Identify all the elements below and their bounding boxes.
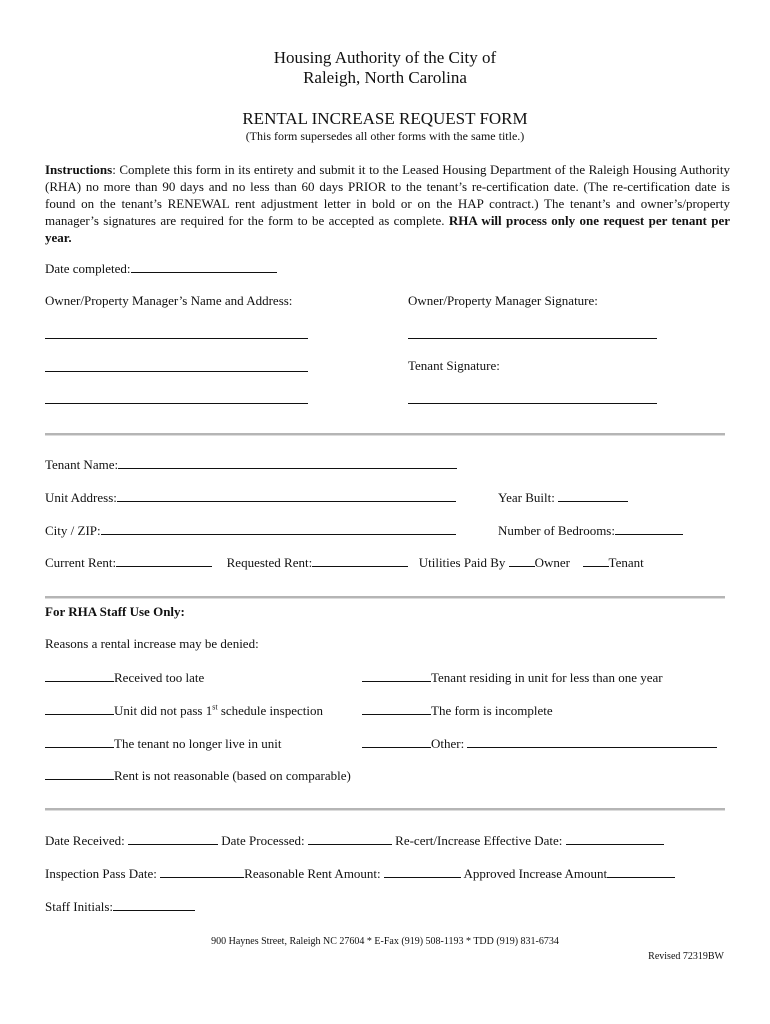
utilities-owner-blank[interactable] — [509, 554, 535, 567]
reason-less-than-year-blank[interactable] — [362, 669, 431, 682]
unit-address-label: Unit Address: — [45, 490, 117, 505]
form-title: RENTAL INCREASE REQUEST FORM — [242, 109, 528, 128]
utilities-tenant-blank[interactable] — [583, 554, 609, 567]
reason-failed-inspection-label: Unit did not pass 1st schedule inspection — [114, 702, 323, 718]
date-completed-blank[interactable] — [131, 260, 277, 273]
reasonable-rent-blank[interactable] — [384, 865, 461, 878]
date-received-blank[interactable] — [128, 832, 218, 845]
reason-received-late-blank[interactable] — [45, 669, 114, 682]
reason-not-reasonable-label: Rent is not reasonable (based on comparable) — [114, 768, 351, 783]
rent-row — [45, 554, 644, 571]
reason-no-longer-live-label: The tenant no longer live in unit — [114, 736, 282, 751]
current-rent-label: Current Rent: — [45, 555, 117, 570]
city-zip-blank[interactable] — [101, 522, 456, 535]
tenant-name-field[interactable] — [45, 456, 457, 473]
reasonable-rent-label: Reasonable Rent Amount: — [244, 866, 384, 881]
reason-form-incomplete-label: The form is incomplete — [431, 703, 553, 718]
staff-initials-label: Staff Initials: — [45, 899, 114, 914]
org-name-line2: Raleigh, North Carolina — [303, 68, 467, 87]
owner-address-line-1[interactable] — [45, 338, 308, 339]
owner-address-line-2[interactable] — [45, 371, 308, 372]
section-divider — [45, 808, 725, 811]
reason-not-reasonable-blank[interactable] — [45, 767, 114, 780]
staff-heading: For RHA Staff Use Only: — [45, 604, 185, 619]
reason-other-text-blank[interactable] — [467, 735, 717, 748]
bedrooms-label: Number of Bedrooms: — [498, 523, 615, 538]
approved-increase-label: Approved Increase Amount — [460, 866, 608, 881]
requested-rent-label: Requested Rent: — [226, 555, 313, 570]
date-completed-label: Date completed: — [45, 261, 131, 276]
instructions-text: : Complete this form in its entirety and submit it to the Leased Housing Department of the Raleigh Housing Authority (RHA) no more than 90 days and no less than 60 days PRIOR to the tenant’s re-certification date. (The re-certification date is found on the tenant’s RENEWAL rent adjustment letter in bold or on the HAP contract.) The tenant’s and owner’s/property manager’s signatures are required for the form to be accepted as complete. — [45, 162, 730, 228]
tenant-signature-line[interactable] — [408, 403, 657, 404]
requested-rent-blank[interactable] — [312, 554, 408, 567]
owner-address-line-3[interactable] — [45, 403, 308, 404]
reason-failed-inspection[interactable] — [45, 702, 323, 719]
city-zip-field[interactable] — [45, 522, 456, 539]
reason-failed-inspection-blank[interactable] — [45, 702, 114, 715]
bedrooms-blank[interactable] — [615, 522, 683, 535]
year-built-blank[interactable] — [558, 489, 628, 502]
reason-less-than-year[interactable] — [362, 669, 663, 686]
revision-code: Revised 72319BW — [648, 951, 724, 962]
date-processed-label: Date Processed: — [218, 833, 308, 848]
reason-received-late-label: Received too late — [114, 670, 205, 685]
reason-form-incomplete-blank[interactable] — [362, 702, 431, 715]
processing-dates-row — [45, 832, 664, 849]
reason-other[interactable] — [362, 735, 717, 752]
reasons-intro: Reasons a rental increase may be denied: — [45, 636, 259, 651]
date-received-label: Date Received: — [45, 833, 129, 848]
section-divider — [45, 596, 725, 599]
effective-date-label: Re-cert/Increase Effective Date: — [391, 833, 566, 848]
section-divider — [45, 433, 725, 436]
staff-initials-field[interactable] — [45, 898, 195, 915]
date-completed-field[interactable] — [45, 260, 277, 277]
utilities-owner-label: Owner — [534, 555, 571, 570]
instructions-label: Instructions — [45, 162, 113, 177]
reason-other-blank[interactable] — [362, 735, 431, 748]
processing-amounts-row — [45, 865, 675, 882]
owner-signature-label: Owner/Property Manager Signature: — [408, 293, 598, 308]
tenant-name-label: Tenant Name: — [45, 457, 119, 472]
unit-address-blank[interactable] — [117, 489, 456, 502]
inspection-pass-blank[interactable] — [160, 865, 244, 878]
owner-signature-line[interactable] — [408, 338, 657, 339]
owner-name-address-label: Owner/Property Manager’s Name and Address: — [45, 293, 293, 308]
bedrooms-field[interactable] — [498, 522, 683, 539]
instructions-bold-text: RHA will process only one request per tenant per year. — [45, 213, 730, 245]
staff-initials-blank[interactable] — [113, 898, 195, 911]
form-subtitle: (This form supersedes all other forms with the same title.) — [245, 129, 525, 143]
unit-address-field[interactable] — [45, 489, 456, 506]
reason-no-longer-live-blank[interactable] — [45, 735, 114, 748]
instructions-paragraph — [45, 161, 730, 246]
reason-less-than-year-label: Tenant residing in unit for less than one year — [431, 670, 663, 685]
tenant-name-blank[interactable] — [118, 456, 457, 469]
tenant-signature-label: Tenant Signature: — [408, 358, 500, 373]
year-built-label: Year Built: — [498, 490, 559, 505]
reason-no-longer-live[interactable] — [45, 735, 282, 752]
inspection-pass-label: Inspection Pass Date: — [45, 866, 161, 881]
utilities-tenant-label: Tenant — [608, 555, 644, 570]
reason-received-late[interactable] — [45, 669, 204, 686]
org-name-line1: Housing Authority of the City of — [273, 48, 497, 67]
approved-increase-blank[interactable] — [607, 865, 675, 878]
reason-not-reasonable[interactable] — [45, 767, 351, 784]
reason-form-incomplete[interactable] — [362, 702, 553, 719]
utilities-label: Utilities Paid By — [418, 555, 509, 570]
date-processed-blank[interactable] — [308, 832, 392, 845]
year-built-field[interactable] — [498, 489, 628, 506]
effective-date-blank[interactable] — [566, 832, 664, 845]
current-rent-blank[interactable] — [116, 554, 212, 567]
footer-address: 900 Haynes Street, Raleigh NC 27604 * E-Fax (919) 508-1193 * TDD (919) 831-6734 — [211, 936, 559, 947]
city-zip-label: City / ZIP: — [45, 523, 101, 538]
reason-other-label: Other: — [431, 736, 468, 751]
